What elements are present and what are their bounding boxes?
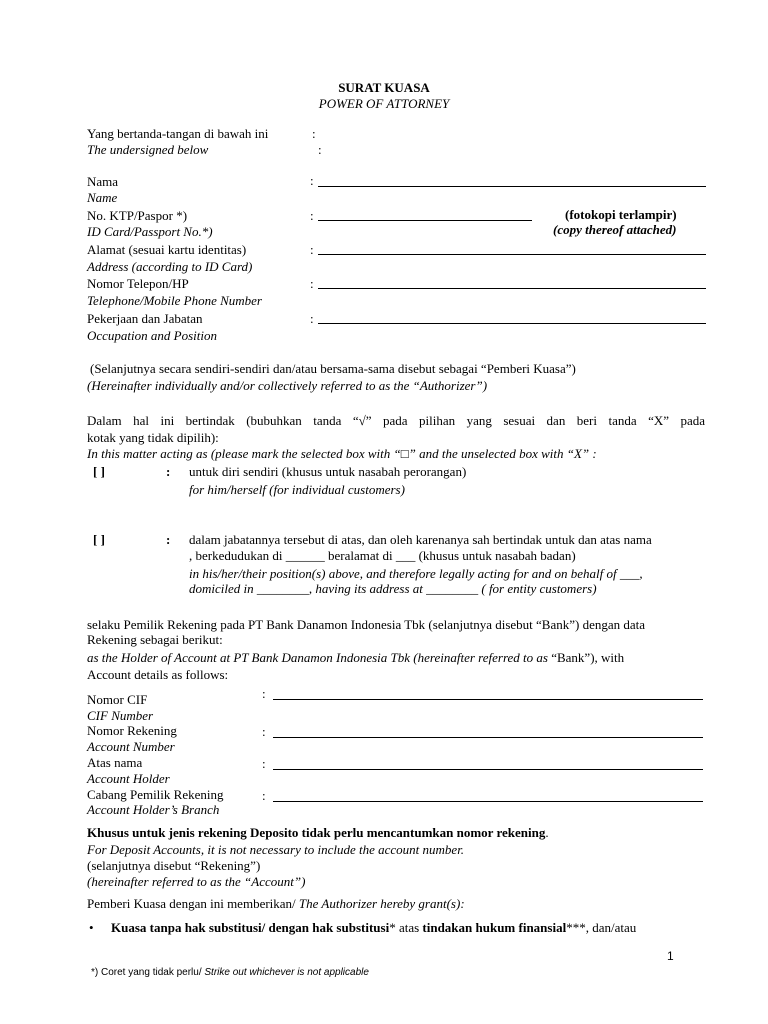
undersigned-label-en: The undersigned below bbox=[87, 142, 209, 157]
grant-text-id: Pemberi Kuasa dengan ini memberikan/ bbox=[87, 896, 299, 911]
colon: : bbox=[166, 532, 171, 547]
authorizer-text: (Selanjutnya secara sendiri-sendiri dan/atau bersama-sama disebut sebagai “Pemberi Kuasa”) bbox=[90, 361, 576, 376]
document-subtitle: POWER OF ATTORNEY bbox=[318, 96, 450, 111]
account-holder-label: Atas nama bbox=[87, 755, 143, 770]
account-number-field[interactable] bbox=[273, 737, 703, 738]
deposit-note-bold: Khusus untuk jenis rekening Deposito tidak perlu mencantumkan nomor rekening bbox=[87, 825, 546, 840]
account-holder-text-en-main: as the Holder of Account at PT Bank Danamon Indonesia Tbk (hereinafter referred to as bbox=[87, 650, 552, 665]
cif-field[interactable] bbox=[273, 699, 703, 700]
account-definition: (selanjutnya disebut “Rekening”) bbox=[87, 858, 261, 873]
individual-option-label: untuk diri sendiri (khusus untuk nasabah perorangan) bbox=[189, 464, 467, 479]
footnote bbox=[91, 965, 369, 981]
phone-label-en: Telephone/Mobile Phone Number bbox=[87, 293, 262, 308]
photocopy-note: (fotokopi terlampir) bbox=[565, 207, 677, 222]
power-type-bold: Kuasa tanpa hak substitusi/ dengan hak substitusi bbox=[111, 920, 390, 935]
name-field[interactable] bbox=[318, 186, 706, 187]
id-card-label-en: ID Card/Passport No.*) bbox=[87, 224, 213, 239]
financial-action-bold: tindakan hukum finansial bbox=[422, 920, 567, 935]
entity-option-label: dalam jabatannya tersebut di atas, dan oleh karenanya sah bertindak untuk dan atas nama bbox=[189, 532, 652, 547]
footnote-id: *) Coret yang tidak perlu/ bbox=[91, 967, 205, 978]
cif-label-en: CIF Number bbox=[87, 708, 154, 723]
cif-label: Nomor CIF bbox=[87, 692, 148, 707]
occupation-field[interactable] bbox=[318, 323, 706, 324]
branch-label-en: Account Holder’s Branch bbox=[87, 802, 220, 817]
colon: : bbox=[310, 311, 314, 326]
colon: : bbox=[262, 756, 266, 771]
account-holder-text: selaku Pemilik Rekening pada PT Bank Danamon Indonesia Tbk (selanjutnya disebut “Bank”) dengan data bbox=[87, 617, 646, 632]
power-type-suffix: ***, dan/atau bbox=[566, 920, 637, 935]
colon: : bbox=[166, 464, 171, 479]
individual-option-label-en: for him/herself (for individual customers) bbox=[189, 482, 405, 497]
photocopy-note-en: (copy thereof attached) bbox=[553, 222, 677, 237]
account-holder-label-en: Account Holder bbox=[87, 771, 170, 786]
colon: : bbox=[312, 126, 316, 141]
account-holder-text-cont: Rekening sebagai berikut: bbox=[87, 632, 223, 647]
undersigned-label: Yang bertanda-tangan di bawah ini bbox=[87, 126, 269, 141]
colon: : bbox=[262, 686, 266, 701]
grant-text-en: The Authorizer hereby grant(s): bbox=[298, 896, 465, 911]
branch-label: Cabang Pemilik Rekening bbox=[87, 787, 224, 802]
acting-instruction: Dalam hal ini bertindak (bubuhkan tanda “√” pada pilihan yang sesuai dan beri tanda “X” pada bbox=[87, 413, 705, 428]
account-definition-en: (hereinafter referred to as the “Account”) bbox=[87, 874, 306, 889]
name-label: Nama bbox=[87, 174, 119, 189]
occupation-label: Pekerjaan dan Jabatan bbox=[87, 311, 203, 326]
colon: : bbox=[310, 173, 314, 188]
footnote-en: Strike out whichever is not applicable bbox=[204, 967, 369, 978]
account-details-label-en: Account details as follows: bbox=[87, 667, 229, 682]
deposit-note bbox=[87, 825, 549, 841]
power-type-normal: * atas bbox=[389, 920, 423, 935]
account-number-label: Nomor Rekening bbox=[87, 723, 177, 738]
address-field[interactable] bbox=[318, 254, 706, 255]
document-title: SURAT KUASA bbox=[338, 80, 430, 95]
branch-field[interactable] bbox=[273, 801, 703, 802]
account-holder-text-en-bank: “Bank”), with bbox=[551, 650, 625, 665]
colon: : bbox=[262, 788, 266, 803]
entity-checkbox[interactable]: [ ] bbox=[93, 532, 105, 547]
acting-instruction-en: In this matter acting as (please mark the selected box with “□” and the unselected box with “X” : bbox=[87, 446, 597, 461]
account-number-label-en: Account Number bbox=[87, 739, 175, 754]
page-number: 1 bbox=[667, 949, 674, 963]
bullet-icon: • bbox=[89, 920, 94, 935]
account-holder-text-en bbox=[87, 650, 624, 666]
authorizer-text-en: (Hereinafter individually and/or collectively referred to as the “Authorizer”) bbox=[87, 378, 488, 393]
colon: : bbox=[310, 242, 314, 257]
entity-option-label-en-cont: domiciled in ________, having its address at ________ ( for entity customers) bbox=[189, 581, 597, 596]
name-label-en: Name bbox=[87, 190, 118, 205]
colon: : bbox=[310, 276, 314, 291]
account-holder-field[interactable] bbox=[273, 769, 703, 770]
id-card-field[interactable] bbox=[318, 220, 532, 221]
colon: : bbox=[318, 142, 322, 157]
phone-label: Nomor Telepon/HP bbox=[87, 276, 189, 291]
id-card-label: No. KTP/Paspor *) bbox=[87, 208, 188, 223]
colon: : bbox=[310, 208, 314, 223]
address-label-en: Address (according to ID Card) bbox=[87, 259, 253, 274]
acting-instruction-cont: kotak yang tidak dipilih): bbox=[87, 430, 219, 445]
address-label: Alamat (sesuai kartu identitas) bbox=[87, 242, 247, 257]
colon: : bbox=[262, 724, 266, 739]
power-type-item bbox=[111, 920, 636, 936]
individual-checkbox[interactable]: [ ] bbox=[93, 464, 105, 479]
deposit-note-en: For Deposit Accounts, it is not necessary to include the account number. bbox=[87, 842, 465, 857]
occupation-label-en: Occupation and Position bbox=[87, 328, 217, 343]
entity-option-label-cont: , berkedudukan di ______ beralamat di ___ (khusus untuk nasabah badan) bbox=[189, 548, 576, 563]
grant-text bbox=[87, 896, 465, 912]
phone-field[interactable] bbox=[318, 288, 706, 289]
entity-option-label-en: in his/her/their position(s) above, and therefore legally acting for and on behalf of ___, bbox=[189, 566, 643, 581]
deposit-note-period: . bbox=[545, 825, 549, 840]
